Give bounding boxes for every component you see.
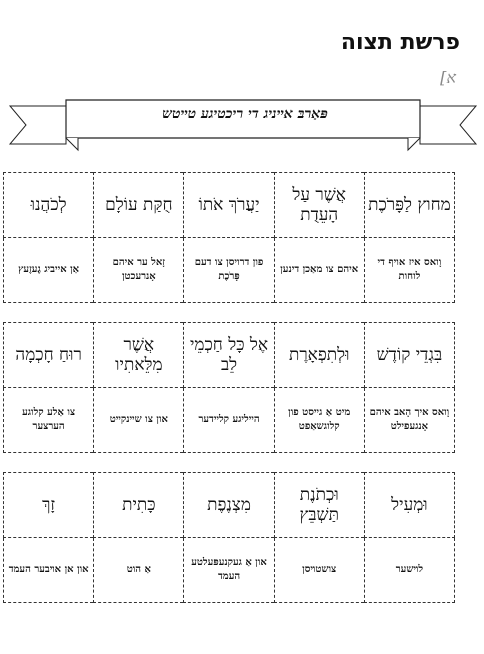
hebrew-cell: וּמְעִיל (364, 473, 454, 538)
hebrew-cell: וּכְתֹנֶת תַּשְׁבֵּץ (274, 473, 364, 538)
yiddish-cell: זָאל ער איהם אָנרעכטן (94, 238, 184, 303)
page-title: פרשת תצוה (340, 30, 460, 55)
hebrew-cell: אֲשֶׁר עַל הָעֵדֻת (274, 173, 364, 238)
yiddish-cell: איהם צו מאַכן דינען (274, 238, 364, 303)
matching-table-3 (3, 472, 455, 603)
scroll-banner (8, 94, 478, 156)
hebrew-cell: וּלְתִפְאָרֶת (274, 323, 364, 388)
yiddish-row (4, 388, 455, 453)
yiddish-cell: צושטױסן (274, 538, 364, 603)
yiddish-cell: אַ הוט (94, 538, 184, 603)
hebrew-cell: אֶל כָּל חַכְמֵי לֵב (184, 323, 274, 388)
yiddish-cell: לױשער (364, 538, 454, 603)
yiddish-cell: וָואס איך הָאב איהם אָנגעפילט (364, 388, 454, 453)
yiddish-row (4, 538, 455, 603)
hebrew-row (4, 323, 455, 388)
yiddish-cell: און צו שײנקײט (94, 388, 184, 453)
matching-table-1 (3, 172, 455, 303)
hebrew-cell: בִּגְדֵי קוֹדֶשׁ (364, 323, 454, 388)
yiddish-cell: הײליגע קלײדער (184, 388, 274, 453)
hebrew-row (4, 173, 455, 238)
hebrew-cell: לְכֹהֲנוּ (4, 173, 94, 238)
yiddish-cell: צו אַלע קלוגע הערצער (4, 388, 94, 453)
yiddish-cell: און אן אױבער העמד (4, 538, 94, 603)
hebrew-cell: אֲשֶׁר מִלֵּאתִיו (94, 323, 184, 388)
yiddish-cell: מיט אַ גײסט פון קלוגשאַפט (274, 388, 364, 453)
section-marker: א] (440, 68, 456, 87)
banner-instruction: פּאַרבּ אײניג די ריכטיגע טײטש (162, 106, 328, 122)
yiddish-cell: אַן אייביג גֶעזֶעץ (4, 238, 94, 303)
hebrew-cell: יַעֲרֹךְ אֹתוֹ (184, 173, 274, 238)
hebrew-cell: מִצְנֶפֶת (184, 473, 274, 538)
matching-table-2 (3, 322, 455, 453)
hebrew-cell: כָּתִית (94, 473, 184, 538)
hebrew-cell: רוּחַ חָכְמָה (4, 323, 94, 388)
yiddish-cell: וָואס איז אויף די לוחות (364, 238, 454, 303)
yiddish-row (4, 238, 455, 303)
yiddish-cell: פון דרויסן צו דעם פָּרֹכֶת (184, 238, 274, 303)
hebrew-cell: זָךְ (4, 473, 94, 538)
hebrew-cell: מחוץ לַפָּרֹכֶת (364, 173, 454, 238)
hebrew-row (4, 473, 455, 538)
yiddish-cell: און אַ געקנעפּעלטע העמד (184, 538, 274, 603)
hebrew-cell: חֻקַּת עוֹלָם (94, 173, 184, 238)
